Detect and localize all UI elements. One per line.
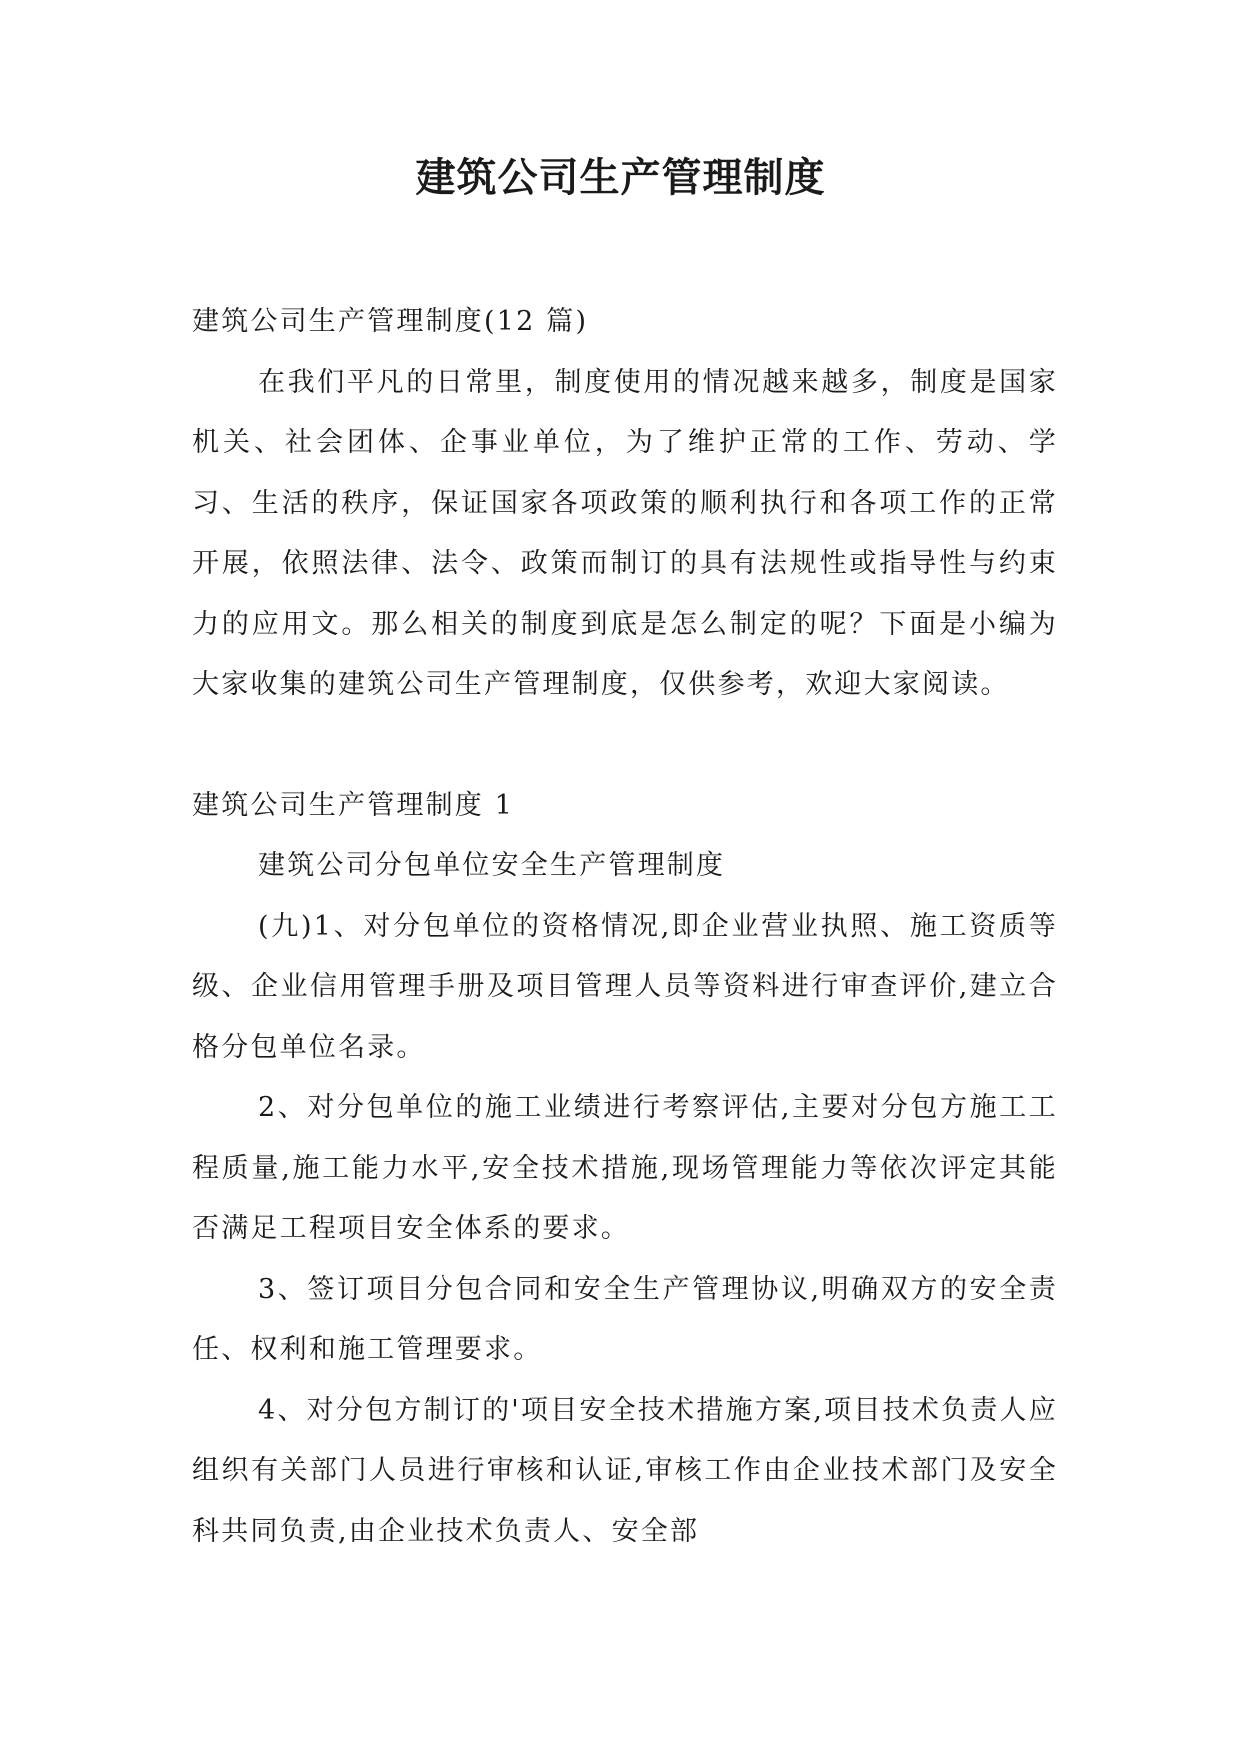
document-body bbox=[192, 292, 1058, 1562]
document-title: 建筑公司生产管理制度 bbox=[415, 154, 826, 201]
section-spacer bbox=[192, 716, 1058, 776]
body-paragraph: (九)1、对分包单位的资格情况,即企业营业执照、施工资质等级、企业信用管理手册及项目管理人员等资料进行审查评价,建立合格分包单位名录。 bbox=[192, 910, 1058, 1063]
intro-paragraph: 在我们平凡的日常里，制度使用的情况越来越多，制度是国家机关、社会团体、企事业单位，为了维护正常的工作、劳动、学习、生活的秩序，保证国家各项政策的顺利执行和各项工作的正常开展，依照法律、法令、政策而制订的具有法规性或指导性与约束力的应用文。那么相关的制度到底是怎么制定的呢？下面是小编为大家收集的建筑公司生产管理制度，仅供参考，欢迎大家阅读。 bbox=[192, 366, 1058, 700]
body-paragraph: 4、对分包方制订的'项目安全技术措施方案,项目技术负责人应组织有关部门人员进行审核和认证,审核工作由企业技术部门及安全科共同负责,由企业技术负责人、安全部 bbox=[192, 1394, 1058, 1547]
body-paragraph: 2、对分包单位的施工业绩进行考察评估,主要对分包方施工工程质量,施工能力水平,安全技术措施,现场管理能力等依次评定其能否满足工程项目安全体系的要求。 bbox=[192, 1092, 1058, 1244]
section-subheading: 建筑公司分包单位安全生产管理制度 bbox=[258, 850, 726, 881]
section-heading: 建筑公司生产管理制度 1 bbox=[192, 789, 515, 821]
document-subtitle: 建筑公司生产管理制度(12 篇) bbox=[192, 306, 589, 337]
body-paragraph: 3、签订项目分包合同和安全生产管理协议,明确双方的安全责任、权利和施工管理要求。 bbox=[192, 1273, 1058, 1365]
